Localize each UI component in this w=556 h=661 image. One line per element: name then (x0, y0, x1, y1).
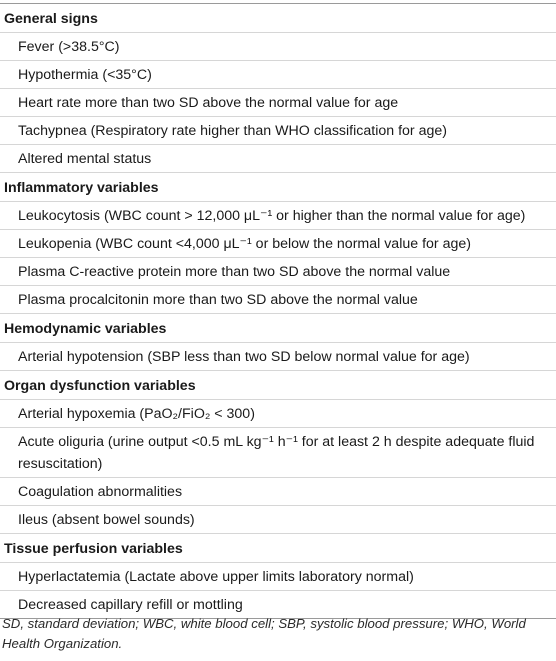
criteria-item: Leukocytosis (WBC count > 12,000 μL⁻¹ or higher than the normal value for age) (0, 202, 556, 230)
criteria-item: Tachypnea (Respiratory rate higher than WHO classification for age) (0, 117, 556, 145)
section-header-tissue-perfusion-variables: Tissue perfusion variables (0, 534, 556, 563)
criteria-item: Arterial hypoxemia (PaO₂/FiO₂ < 300) (0, 400, 556, 428)
section-header-organ-dysfunction-variables: Organ dysfunction variables (0, 371, 556, 400)
section-header-general-signs: General signs (0, 4, 556, 33)
criteria-item: Arterial hypotension (SBP less than two SD below normal value for age) (0, 343, 556, 371)
criteria-item: Decreased capillary refill or mottling (18, 597, 243, 613)
criteria-item: Altered mental status (0, 145, 556, 173)
table-footnote: SD, standard deviation; WBC, white blood cell; SBP, systolic blood pressure; WHO, World Health Organization. (2, 616, 526, 651)
criteria-item: Ileus (absent bowel sounds) (0, 506, 556, 534)
criteria-item: Leukopenia (WBC count <4,000 μL⁻¹ or below the normal value for age) (0, 230, 556, 258)
criteria-item: Coagulation abnormalities (0, 478, 556, 506)
section-header-inflammatory-variables: Inflammatory variables (0, 173, 556, 202)
criteria-table (0, 3, 556, 619)
criteria-item: Plasma C-reactive protein more than two SD above the normal value (0, 258, 556, 286)
section-header-hemodynamic-variables: Hemodynamic variables (0, 314, 556, 343)
criteria-item: Plasma procalcitonin more than two SD above the normal value (0, 286, 556, 314)
criteria-item: Acute oliguria (urine output <0.5 mL kg⁻¹ h⁻¹ for at least 2 h despite adequate fluid resuscitation) (0, 428, 556, 478)
criteria-item: Heart rate more than two SD above the normal value for age (0, 89, 556, 117)
criteria-item: Fever (>38.5°C) (0, 33, 556, 61)
criteria-item: Hypothermia (<35°C) (0, 61, 556, 89)
criteria-item: Hyperlactatemia (Lactate above upper limits laboratory normal) (0, 563, 556, 591)
